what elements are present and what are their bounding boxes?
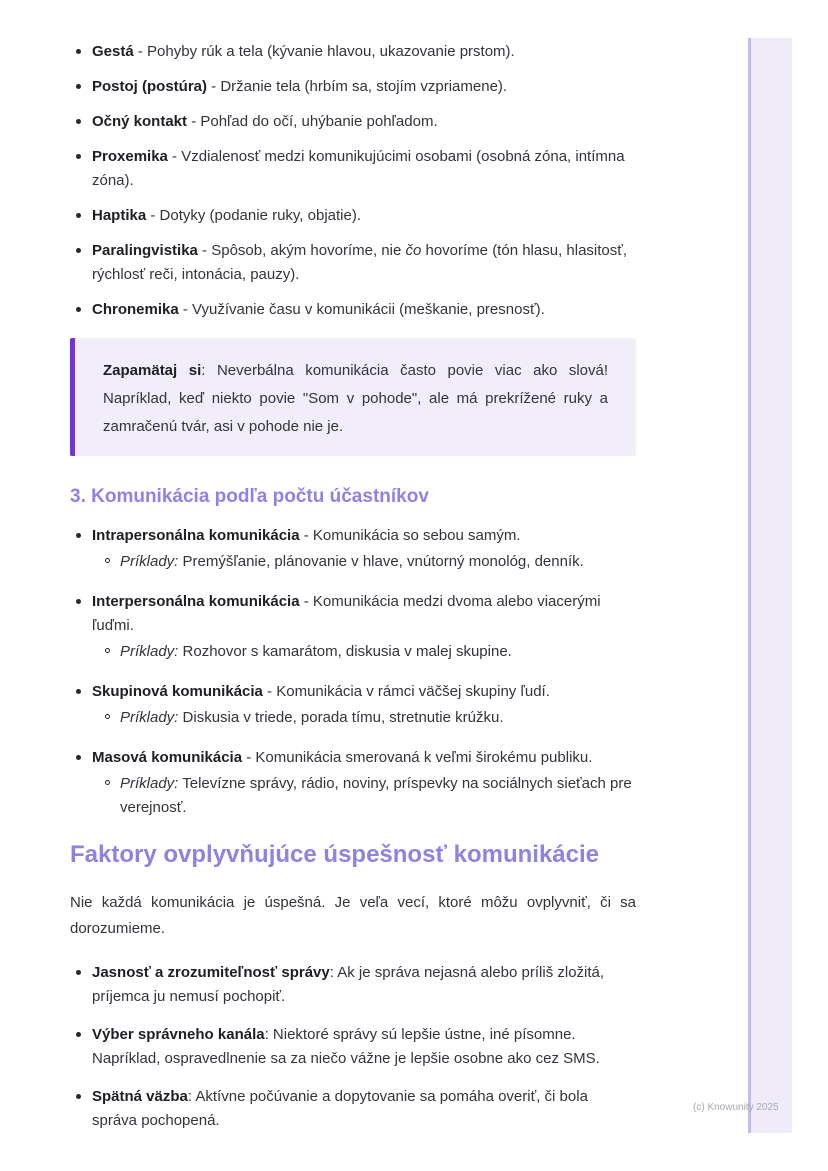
sub-bullet-icon <box>105 780 110 785</box>
section-heading-factors: Faktory ovplyvňujúce úspešnosť komunikácie <box>70 841 599 868</box>
sub-list-item <box>92 550 636 574</box>
term-description: : Ak je správa nejasná alebo príliš zložitá, príjemca ju nemusí pochopiť. <box>92 964 605 1005</box>
term-bold: Paralingvistika <box>92 242 198 259</box>
term-bold: Chronemika <box>92 301 179 318</box>
term-description: - Pohyby rúk a tela (kývanie hlavou, ukazovanie prstom). <box>133 43 515 60</box>
bullet-icon <box>76 307 81 312</box>
list-item-text <box>92 593 601 634</box>
term-description: : Niektoré správy sú lepšie ústne, iné písomne. Napríklad, ospravedlnenie sa za niečo vážne je lepšie osobne ako cez SMS. <box>92 1026 600 1067</box>
list-item <box>70 110 636 134</box>
bullet-icon <box>76 1032 81 1037</box>
sub-bullet-icon <box>105 558 110 563</box>
term-description: - Vzdialenosť medzi komunikujúcimi osobami (osobná zóna, intímna zóna). <box>92 148 625 189</box>
sub-list-item <box>92 706 636 730</box>
term-description: - Držanie tela (hrbím sa, stojím vzpriamene). <box>207 78 508 95</box>
term-bold: Spätná väzba <box>92 1088 188 1105</box>
list-item <box>70 680 636 730</box>
term-bold: Jasnosť a zrozumiteľnosť správy <box>92 964 330 981</box>
list-item-text <box>92 683 550 700</box>
bullet-icon <box>76 154 81 159</box>
term-bold: Masová komunikácia <box>92 749 243 766</box>
list-item-text <box>92 1088 588 1129</box>
list-item-text <box>92 207 361 224</box>
list-item-text <box>92 113 438 130</box>
term-bold: Skupinová komunikácia <box>92 683 263 700</box>
list-item <box>70 1023 636 1071</box>
copyright-watermark: (c) Knowunity 2025 <box>693 1102 779 1113</box>
bullet-icon <box>76 970 81 975</box>
list-item-text <box>92 43 515 60</box>
term-description: - Pohľad do očí, uhýbanie pohľadom. <box>187 113 438 130</box>
list-item <box>70 145 636 193</box>
example-text: Rozhovor s kamarátom, diskusia v malej skupine. <box>178 643 512 660</box>
example-label: Príklady: <box>120 775 179 792</box>
term-description: - Komunikácia medzi dvoma alebo viacerými ľuďmi. <box>92 593 601 634</box>
term-bold: Proxemika <box>92 148 168 165</box>
page-edge-strip <box>748 38 792 1133</box>
bullet-icon <box>76 248 81 253</box>
list-item-text <box>92 78 507 95</box>
example-label: Príklady: <box>120 709 179 726</box>
term-description: - Komunikácia smerovaná k veľmi širokému publiku. <box>242 749 593 766</box>
list-item <box>70 40 636 64</box>
list-item-text <box>92 749 592 766</box>
list-item <box>70 961 636 1009</box>
list-item <box>70 590 636 664</box>
term-description: : Aktívne počúvanie a dopytovanie sa pomáha overiť, či bola správa pochopená. <box>92 1088 588 1129</box>
term-bold: Očný kontakt <box>92 113 188 130</box>
list-item <box>70 75 636 99</box>
term-bold: Haptika <box>92 207 147 224</box>
example-text: Premýšľanie, plánovanie v hlave, vnútorný monológ, denník. <box>178 553 584 570</box>
example-label: Príklady: <box>120 553 179 570</box>
term-description: - Dotyky (podanie ruky, objatie). <box>146 207 361 224</box>
bullet-icon <box>76 599 81 604</box>
section-heading-participants: 3. Komunikácia podľa počtu účastníkov <box>70 486 429 507</box>
remember-callout <box>70 338 636 456</box>
bullet-icon <box>76 755 81 760</box>
sub-list-item <box>92 772 636 820</box>
term-description: - Spôsob, akým hovoríme, nie <box>197 242 406 259</box>
bullet-icon <box>76 689 81 694</box>
sub-bullet-icon <box>105 648 110 653</box>
term-bold: Postoj (postúra) <box>92 78 207 95</box>
list-item-text <box>92 527 521 544</box>
list-item <box>70 298 636 322</box>
example-sublist <box>92 640 636 664</box>
list-item <box>70 204 636 228</box>
example-text: Diskusia v triede, porada tímu, stretnutie krúžku. <box>178 709 504 726</box>
list-item-text <box>92 148 625 189</box>
term-bold: Intrapersonálna komunikácia <box>92 527 300 544</box>
bullet-icon <box>76 533 81 538</box>
example-sublist <box>92 706 636 730</box>
factors-list <box>70 961 636 1133</box>
example-label: Príklady: <box>120 643 179 660</box>
participants-list <box>70 524 636 820</box>
nonverbal-communication-list <box>70 40 636 322</box>
term-bold: Výber správneho kanála <box>92 1026 265 1043</box>
term-description: - Využívanie času v komunikácii (meškanie, presnosť). <box>178 301 545 318</box>
list-item-text <box>92 1026 600 1067</box>
sub-list-item <box>92 640 636 664</box>
list-item <box>70 746 636 820</box>
term-description-cont: hovoríme (tón hlasu, hlasitosť, rýchlosť reči, intonácia, pauzy). <box>92 242 628 283</box>
term-bold: Interpersonálna komunikácia <box>92 593 300 610</box>
list-item <box>70 524 636 574</box>
list-item-text <box>92 964 604 1005</box>
factors-intro-paragraph: Nie každá komunikácia je úspešná. Je veľa vecí, ktoré môžu ovplyvniť, či sa dorozumieme. <box>70 894 636 937</box>
bullet-icon <box>76 119 81 124</box>
list-item <box>70 1085 636 1133</box>
sub-bullet-icon <box>105 714 110 719</box>
list-item <box>70 239 636 287</box>
bullet-icon <box>76 49 81 54</box>
callout-text: : Neverbálna komunikácia často povie viac ako slová! Napríklad, keď niekto povie "Som v pohode", ale má prekrížené ruky a zamračenú tvár, asi v pohode nie je. <box>103 362 609 435</box>
example-sublist <box>92 772 636 820</box>
bullet-icon <box>76 84 81 89</box>
term-description: - Komunikácia so sebou samým. <box>299 527 521 544</box>
list-item-text <box>92 242 627 283</box>
bullet-icon <box>76 213 81 218</box>
callout-label: Zapamätaj si <box>103 362 202 379</box>
term-bold: Gestá <box>92 43 134 60</box>
list-item-text <box>92 301 545 318</box>
term-description: - Komunikácia v rámci väčšej skupiny ľudí. <box>262 683 550 700</box>
document-content <box>70 40 636 1133</box>
term-italic: čo <box>405 242 422 259</box>
example-sublist <box>92 550 636 574</box>
bullet-icon <box>76 1094 81 1099</box>
example-text: Televízne správy, rádio, noviny, príspevky na sociálnych sieťach pre verejnosť. <box>120 775 632 816</box>
